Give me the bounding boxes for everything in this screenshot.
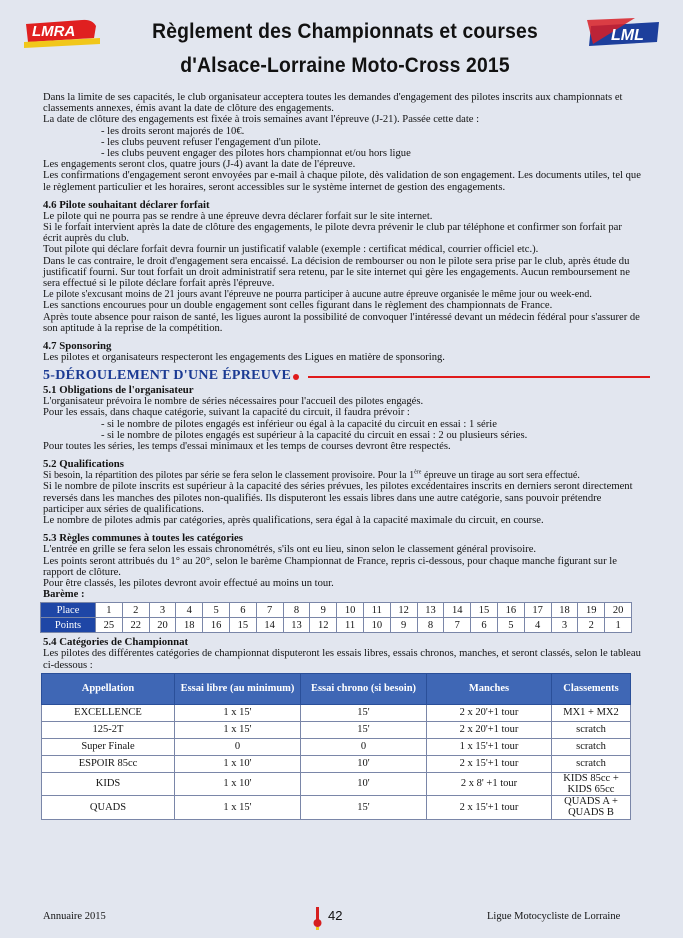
table-row <box>42 721 631 738</box>
bareme-points-cell: 4 <box>524 618 551 633</box>
table-cell: 0 <box>301 738 427 755</box>
bareme-points-cell: 3 <box>551 618 578 633</box>
bareme-place-cell: 5 <box>203 603 230 618</box>
page-number-badge <box>312 905 372 930</box>
bareme-points-cell: 6 <box>471 618 498 633</box>
categories-header-cell: Classements <box>552 673 631 704</box>
table-cell: KIDS <box>42 772 175 795</box>
s51-paragraph-2: Pour les essais, dans chaque catégorie, suivant la capacité du circuit, il faudra prévoir : <box>43 407 410 419</box>
table-cell: EXCELLENCE <box>42 704 175 721</box>
categories-header-cell: Manches <box>427 673 552 704</box>
bareme-points-cell: 8 <box>417 618 444 633</box>
s46-paragraph-5: Le pilote s'excusant moins de 21 jours avant l'épreuve ne pourra participer à aucune autre épreuve organisée le même jour ou week-end. <box>43 289 592 301</box>
table-cell: 1 x 15'+1 tour <box>427 738 552 755</box>
table-cell: 2 x 15'+1 tour <box>427 796 552 819</box>
points-label: Points <box>41 618 96 633</box>
bareme-points-cell: 2 <box>578 618 605 633</box>
s51-bullet-1: - si le nombre de pilotes engagés est inférieur ou égal à la capacité du circuit en essai : 1 série <box>101 418 497 430</box>
table-cell: 10' <box>301 772 427 795</box>
table-row <box>42 772 631 795</box>
bareme-points-cell: 13 <box>283 618 310 633</box>
section-5-1-title: 5.1 Obligations de l'organisateur <box>43 384 194 397</box>
bareme-place-cell: 2 <box>122 603 149 618</box>
s53-paragraph-2: Les points seront attribués du 1° au 20°, selon le barème Championnat de France, repris ci-dessous, pour chaque manche figurant sur le rapport de clôture. <box>43 555 617 578</box>
table-row <box>42 704 631 721</box>
bareme-points-cell: 25 <box>96 618 123 633</box>
section-5-3-title: 5.3 Règles communes à toutes les catégories <box>43 532 243 545</box>
title-line-2: d'Alsace-Lorraine Moto-Cross 2015 <box>180 54 510 77</box>
intro-bullet-1: - les droits seront majorés de 10€. <box>101 125 245 137</box>
section-4-7-title: 4.7 Sponsoring <box>43 340 112 353</box>
s52-paragraph-1 <box>43 470 643 481</box>
categories-header-row <box>42 673 631 704</box>
table-cell: 1 x 10' <box>175 755 301 772</box>
table-cell: KIDS 85cc + KIDS 65cc <box>552 772 631 795</box>
table-cell: 1 x 15' <box>175 796 301 819</box>
table-cell: 2 x 20'+1 tour <box>427 704 552 721</box>
bareme-label: Barème : <box>43 589 85 601</box>
bareme-place-cell: 9 <box>310 603 337 618</box>
lml-logo-text: LML <box>611 27 644 44</box>
bareme-place-cell: 4 <box>176 603 203 618</box>
s46-paragraph-6: Les sanctions encourues pour un double engagement sont celles figurant dans le règlement des championnats de France. <box>43 300 553 312</box>
bareme-points-cell: 22 <box>122 618 149 633</box>
bareme-points-row <box>41 618 632 633</box>
section-4-6-title: 4.6 Pilote souhaitant déclarer forfait <box>43 198 210 211</box>
intro-bullet-2: - les clubs peuvent refuser l'engagement d'un pilote. <box>101 136 321 148</box>
footer-right: Ligue Motocycliste de Lorraine <box>487 911 621 922</box>
s52-paragraph-3: Le nombre de pilotes admis par catégories, après qualifications, sera égal à la capacité maximale du circuit, en course. <box>43 515 544 527</box>
bareme-place-cell: 10 <box>337 603 364 618</box>
s52-p1-text-a: Si besoin, la répartition des pilotes par série se fera selon le classement provisoire. Pour la 1 <box>43 470 415 482</box>
bareme-points-cell: 11 <box>337 618 364 633</box>
section-5-2-title: 5.2 Qualifications <box>43 458 124 471</box>
bareme-place-cell: 15 <box>471 603 498 618</box>
table-row <box>42 755 631 772</box>
bareme-points-cell: 14 <box>256 618 283 633</box>
table-cell: MX1 + MX2 <box>552 704 631 721</box>
table-cell: scratch <box>552 755 631 772</box>
s46-paragraph-2: Si le forfait intervient après la date de clôture des engagements, le pilote devra prévenir le club par téléphone et confirmer son forfait par écrit auprès du club. <box>43 222 622 245</box>
bareme-points-cell: 1 <box>605 618 632 633</box>
s54-paragraph-1: Les pilotes des différentes catégories de championnat disputeront les essais libres, essais chronos, manches, et seront classés, selon le tableau ci-dessous : <box>43 648 641 671</box>
table-cell: scratch <box>552 738 631 755</box>
s46-paragraph-3: Tout pilote qui déclare forfait devra fournir un justificatif valable (exemple : certificat médical, courrier officiel etc.). <box>43 244 539 256</box>
table-cell: 15' <box>301 721 427 738</box>
place-label: Place <box>41 603 96 618</box>
lmra-logo-text: LMRA <box>32 23 76 40</box>
bareme-place-cell: 17 <box>524 603 551 618</box>
table-cell: 10' <box>301 755 427 772</box>
bareme-points-cell: 7 <box>444 618 471 633</box>
footer-left: Annuaire 2015 <box>43 911 106 922</box>
bareme-place-row <box>41 603 632 618</box>
table-row <box>42 796 631 819</box>
document-body <box>43 92 643 820</box>
intro-bullet-3: - les clubs peuvent engager des pilotes hors championnat et/ou hors ligue <box>101 148 411 160</box>
table-row <box>42 738 631 755</box>
bareme-place-cell: 12 <box>390 603 417 618</box>
categories-header-cell: Essai libre (au minimum) <box>175 673 301 704</box>
s52-paragraph-2: Si le nombre de pilote inscrits est supérieur à la capacité des séries prévues, les pilotes excédentaires inscrits en derniers seront directement reversés dans les manches des pilotes non-qualifiés. Ils disputeront les essais libres dans une autre catégorie, sans pouvoir prétendre participer aux séries de qualifications. <box>43 481 633 515</box>
table-cell: 2 x 20'+1 tour <box>427 721 552 738</box>
bareme-points-cell: 20 <box>149 618 176 633</box>
bareme-points-cell: 10 <box>363 618 390 633</box>
heading-red-rule <box>308 376 650 378</box>
s46-paragraph-1: Le pilote qui ne pourra pas se rendre à une épreuve devra déclarer forfait sur le site internet. <box>43 210 433 222</box>
table-cell: 1 x 15' <box>175 721 301 738</box>
bareme-place-cell: 18 <box>551 603 578 618</box>
categories-header-cell: Essai chrono (si besoin) <box>301 673 427 704</box>
bareme-place-cell: 11 <box>363 603 390 618</box>
s51-bullet-2: - si le nombre de pilotes engagés est supérieur à la capacité du circuit en essai : 2 ou plusieurs séries. <box>101 429 528 441</box>
table-cell: QUADS <box>42 796 175 819</box>
bareme-place-cell: 1 <box>96 603 123 618</box>
section-5-4-title: 5.4 Catégories de Championnat <box>43 636 189 649</box>
table-cell: 2 x 15'+1 tour <box>427 755 552 772</box>
bareme-points-cell: 9 <box>390 618 417 633</box>
bareme-points-cell: 16 <box>203 618 230 633</box>
bareme-points-cell: 5 <box>497 618 524 633</box>
table-cell: 15' <box>301 796 427 819</box>
bareme-place-cell: 16 <box>497 603 524 618</box>
s53-paragraph-1: L'entrée en grille se fera selon les essais chronométrés, s'ils ont eu lieu, sinon selon le classement général provisoire. <box>43 544 537 556</box>
bareme-table <box>40 602 632 633</box>
s47-paragraph-1: Les pilotes et organisateurs respecteront les engagements des Ligues en matière de sponsoring. <box>43 352 445 364</box>
intro-paragraph-1: Dans la limite de ses capacités, le club organisateur acceptera toutes les demandes d'engagement des pilotes inscrits aux championnats et classements annexes, émis avant la date de clôture des engagements. <box>43 92 623 115</box>
section-5-heading-row <box>43 368 643 384</box>
table-cell: 15' <box>301 704 427 721</box>
intro-paragraph-2: La date de clôture des engagements est fixée à trois semaines avant l'épreuve (J-21). Passée cette date : <box>43 114 480 126</box>
section-5-title: 5-DÉROULEMENT D'UNE ÉPREUVE <box>43 368 292 384</box>
bareme-points-cell: 15 <box>229 618 256 633</box>
table-cell: 125-2T <box>42 721 175 738</box>
bareme-place-cell: 13 <box>417 603 444 618</box>
s51-paragraph-3: Pour toutes les séries, les temps d'essai minimaux et les temps de courses devront être respectés. <box>43 441 451 453</box>
lmra-logo <box>22 16 102 52</box>
intro-paragraph-3: Les engagements seront clos, quatre jours (J-4) avant la date de l'épreuve. <box>43 159 356 171</box>
s53-paragraph-3: Pour être classés, les pilotes devront avoir effectué au moins un tour. <box>43 577 334 589</box>
bareme-place-cell: 3 <box>149 603 176 618</box>
bareme-points-cell: 18 <box>176 618 203 633</box>
s52-p1-sup: ère <box>414 469 422 476</box>
table-cell: 1 x 10' <box>175 772 301 795</box>
lml-logo <box>585 16 665 52</box>
table-cell: 2 x 8' +1 tour <box>427 772 552 795</box>
s46-paragraph-4: Dans le cas contraire, le droit d'engagement sera encaissé. La décision de rembourser ou non le pilote sera prise par le club, après étude du justificatif fourni. Sur tout forfait un droit administratif sera retenu, par le site internet qui gère les engagements. Aucun remboursement ne sera effectué si le pilote déclare forfait après l'épreuve. <box>43 255 630 290</box>
title-line-1: Règlement des Championnats et courses <box>152 20 538 43</box>
header <box>0 10 683 90</box>
page-number: 42 <box>328 908 343 923</box>
table-cell: 1 x 15' <box>175 704 301 721</box>
bareme-place-cell: 14 <box>444 603 471 618</box>
table-cell: Super Finale <box>42 738 175 755</box>
table-cell: scratch <box>552 721 631 738</box>
s51-paragraph-1: L'organisateur prévoira le nombre de séries nécessaires pour l'accueil des pilotes engagés. <box>43 396 424 408</box>
bareme-place-cell: 19 <box>578 603 605 618</box>
s52-p1-text-b: épreuve un tirage au sort sera effectué. <box>421 470 580 482</box>
table-cell: 0 <box>175 738 301 755</box>
table-cell: ESPOIR 85cc <box>42 755 175 772</box>
categories-body <box>42 704 631 819</box>
table-cell: QUADS A + QUADS B <box>552 796 631 819</box>
bareme-place-cell: 8 <box>283 603 310 618</box>
intro-paragraph-4: Les confirmations d'engagement seront envoyées par e-mail à chaque pilote, dès validation de son engagement. Les documents utiles, tel que le règlement particulier et les horaires, seront accessibles sur le système internet de gestion des engagements. <box>43 170 641 193</box>
categories-table <box>41 673 631 820</box>
bareme-points-cell: 12 <box>310 618 337 633</box>
s46-paragraph-7: Après toute absence pour raison de santé, les ligues auront la possibilité de convoquer l'intéressé devant un médecin fédéral pour s'assurer de son aptitude à la reprise de la compétition. <box>43 311 640 334</box>
categories-header-cell: Appellation <box>42 673 175 704</box>
bareme-place-cell: 7 <box>256 603 283 618</box>
bareme-place-cell: 6 <box>229 603 256 618</box>
bareme-place-cell: 20 <box>605 603 632 618</box>
